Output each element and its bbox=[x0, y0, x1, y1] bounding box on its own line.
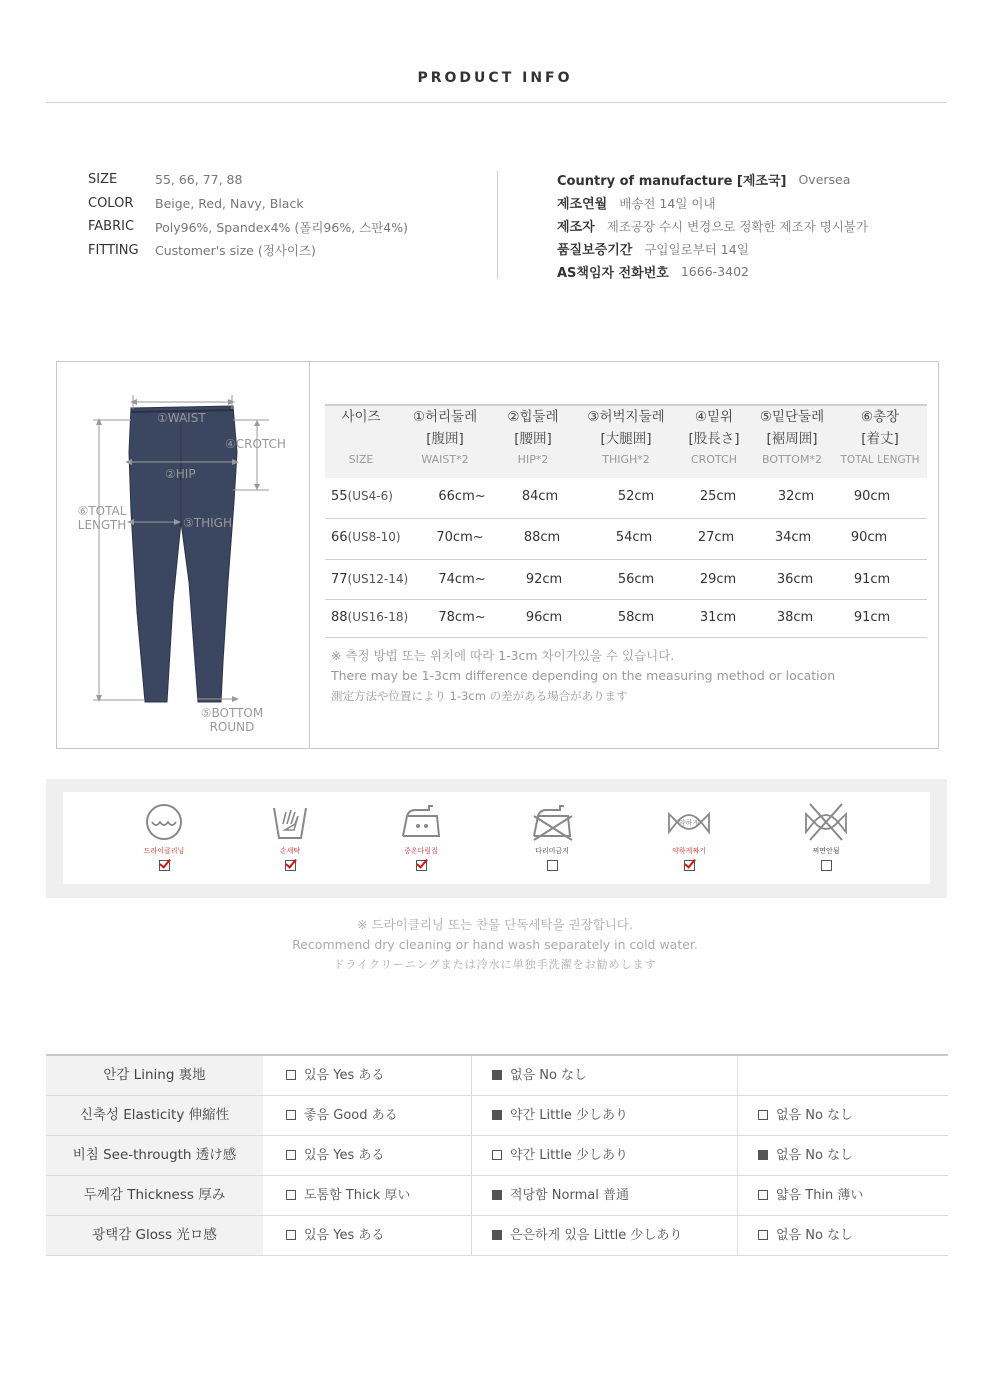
table-cell: 84cm bbox=[521, 489, 559, 504]
care-checkbox[interactable] bbox=[285, 860, 296, 871]
fabric-option[interactable]: 은은하게 있음 Little 少しあり bbox=[492, 1216, 682, 1255]
size-notes: ※ 측정 방법 또는 위치에 따라 1-3cm 차이가있을 수 있습니다. There may be 1-3cm difference depending on the measuring method or location 測定方法や位置により 1-3cm の差がある場合があります bbox=[331, 648, 836, 703]
care-label: 중온다림질 bbox=[404, 847, 438, 855]
fabric-option[interactable]: 있음 Yes ある bbox=[286, 1056, 384, 1095]
info-label: 제조연월 bbox=[557, 197, 608, 212]
header-hip: ②힙둘레 [腰囲] HIP*2 bbox=[507, 409, 559, 466]
fabric-column-divider bbox=[737, 1056, 738, 1255]
table-cell: 29cm bbox=[699, 572, 737, 587]
label-thigh: ③THIGH bbox=[183, 516, 232, 530]
info-row-fabric bbox=[88, 215, 488, 239]
care-checkbox[interactable] bbox=[821, 860, 832, 871]
no-wring-icon bbox=[804, 802, 848, 842]
table-cell: 92cm bbox=[525, 572, 563, 587]
option-checkbox[interactable] bbox=[286, 1150, 296, 1160]
info-row-warranty bbox=[557, 237, 977, 260]
info-value: Customer's size (정사이즈) bbox=[155, 243, 316, 259]
care-label: 손세탁 bbox=[279, 847, 301, 855]
table-cell: 66cm~ bbox=[438, 489, 486, 504]
care-label: 찌면안됨 bbox=[812, 847, 840, 855]
table-cell: 25cm bbox=[699, 489, 737, 504]
care-notes: ※ 드라이클리닝 또는 찬물 단독세탁을 권장합니다. Recommend dry cleaning or hand wash separately in cold water. ドライクリーニングまたは冷水に単独手洗濯をお勧めします bbox=[292, 917, 698, 971]
info-value: 배송전 14일 이내 bbox=[619, 195, 716, 211]
option-checkbox[interactable] bbox=[758, 1190, 768, 1200]
fabric-column-divider bbox=[471, 1056, 472, 1255]
info-label: 품질보증기간 bbox=[557, 243, 633, 258]
table-cell: 70cm~ bbox=[436, 530, 484, 545]
fabric-option[interactable]: 도톰함 Thick 厚い bbox=[286, 1176, 410, 1215]
option-checkbox[interactable] bbox=[758, 1150, 768, 1160]
size-section-divider bbox=[309, 362, 310, 748]
measurement-diagram bbox=[57, 362, 309, 748]
fabric-option[interactable]: 있음 Yes ある bbox=[286, 1216, 384, 1255]
label-crotch: ④CROTCH bbox=[225, 437, 286, 451]
option-checkbox[interactable] bbox=[758, 1110, 768, 1120]
table-cell: 56cm bbox=[617, 572, 655, 587]
info-row-country bbox=[557, 168, 977, 191]
info-row-color bbox=[88, 192, 488, 216]
hand-wash-icon bbox=[268, 802, 312, 842]
care-checkbox[interactable] bbox=[684, 860, 695, 871]
label-waist: ①WAIST bbox=[157, 411, 206, 425]
care-label: 약하게짜기 bbox=[672, 847, 706, 855]
size-cell: 55(US4-6) bbox=[331, 489, 393, 504]
option-checkbox[interactable] bbox=[286, 1110, 296, 1120]
size-cell: 66(US8-10) bbox=[331, 530, 401, 545]
iron-medium-icon bbox=[399, 802, 443, 842]
option-checkbox[interactable] bbox=[492, 1230, 502, 1240]
table-cell: 54cm bbox=[615, 530, 653, 545]
label-hip: ②HIP bbox=[165, 467, 196, 481]
fabric-option[interactable]: 없음 No なし bbox=[758, 1096, 853, 1135]
row-divider bbox=[325, 559, 927, 560]
table-cell: 90cm bbox=[850, 530, 888, 545]
info-value: 제조공장 수시 변경으로 정확한 제조자 명시불가 bbox=[606, 218, 869, 234]
care-checkbox[interactable] bbox=[547, 860, 558, 871]
header-crotch: ④밑위 [股長さ] CROTCH bbox=[688, 409, 740, 466]
table-cell: 88cm bbox=[523, 530, 561, 545]
fabric-row-label: 두께감 Thickness 厚み bbox=[46, 1176, 263, 1215]
info-divider bbox=[497, 171, 498, 279]
info-value: Beige, Red, Navy, Black bbox=[155, 195, 304, 211]
no-iron-icon bbox=[530, 802, 574, 842]
header-waist: ①허리둘레 [腹囲] WAIST*2 bbox=[412, 409, 478, 466]
info-value: 55, 66, 77, 88 bbox=[155, 172, 243, 188]
option-checkbox[interactable] bbox=[286, 1230, 296, 1240]
table-cell: 32cm bbox=[777, 489, 815, 504]
info-row-as-phone bbox=[557, 260, 977, 283]
care-no-wring bbox=[781, 802, 871, 871]
wring-icon-text: 약하게 bbox=[678, 819, 700, 827]
dry-clean-icon bbox=[142, 802, 186, 842]
title-divider bbox=[46, 102, 947, 103]
care-checkbox[interactable] bbox=[416, 860, 427, 871]
table-cell: 52cm bbox=[617, 489, 655, 504]
option-checkbox[interactable] bbox=[492, 1150, 502, 1160]
table-cell: 91cm bbox=[853, 572, 891, 587]
info-label: FITTING bbox=[88, 242, 139, 258]
fabric-row-gloss bbox=[46, 1216, 948, 1256]
info-value: 1666-3402 bbox=[680, 264, 749, 279]
table-cell: 27cm bbox=[697, 530, 735, 545]
pants-shape bbox=[129, 406, 237, 702]
fabric-row-label: 신축성 Elasticity 伸縮性 bbox=[46, 1096, 263, 1135]
info-label: SIZE bbox=[88, 172, 118, 188]
option-checkbox[interactable] bbox=[758, 1230, 768, 1240]
care-checkbox[interactable] bbox=[159, 860, 170, 871]
care-label: 드라이클리닝 bbox=[143, 847, 185, 855]
row-divider bbox=[325, 599, 927, 600]
fabric-option[interactable]: 없음 No なし bbox=[758, 1136, 853, 1175]
row-divider bbox=[325, 518, 927, 519]
fabric-option[interactable]: 좋음 Good ある bbox=[286, 1096, 398, 1135]
info-value: 구입일로부터 14일 bbox=[644, 241, 749, 257]
info-label: AS책임자 전화번호 bbox=[557, 266, 669, 281]
info-row-size bbox=[88, 168, 488, 192]
table-cell: 96cm bbox=[525, 610, 563, 625]
label-bottom-round: ⑤BOTTOM ROUND bbox=[200, 706, 264, 734]
info-row-fitting bbox=[88, 239, 488, 263]
option-checkbox[interactable] bbox=[286, 1070, 296, 1080]
option-checkbox[interactable] bbox=[492, 1190, 502, 1200]
size-cell: 77(US12-14) bbox=[331, 572, 409, 587]
fabric-row-thickness bbox=[46, 1176, 948, 1216]
care-label: 다리미금지 bbox=[535, 847, 569, 855]
label-total-length: ⑥TOTAL LENGTH bbox=[77, 504, 127, 532]
option-checkbox[interactable] bbox=[286, 1190, 296, 1200]
info-row-date bbox=[557, 191, 977, 214]
size-cell: 88(US16-18) bbox=[331, 610, 409, 625]
fabric-option[interactable]: 있음 Yes ある bbox=[286, 1136, 384, 1175]
option-checkbox[interactable] bbox=[492, 1110, 502, 1120]
table-cell: 36cm bbox=[776, 572, 814, 587]
header-thigh: ③허벅지둘레 [大腿囲] THIGH*2 bbox=[587, 409, 665, 466]
gentle-wring-icon bbox=[667, 802, 711, 842]
fabric-row-lining bbox=[46, 1056, 948, 1096]
table-cell: 31cm bbox=[699, 610, 737, 625]
care-no-iron bbox=[507, 802, 597, 871]
fabric-option[interactable]: 없음 No なし bbox=[758, 1216, 853, 1255]
info-row-maker bbox=[557, 214, 977, 237]
info-label: 제조자 bbox=[557, 220, 595, 235]
header-total-length: ⑥총장 [着丈] TOTAL LENGTH bbox=[840, 409, 920, 466]
care-medium-iron bbox=[376, 802, 466, 871]
info-label: COLOR bbox=[88, 195, 134, 211]
fabric-option[interactable]: 약간 Little 少しあり bbox=[492, 1096, 628, 1135]
fabric-row-elasticity bbox=[46, 1096, 948, 1136]
basic-info-right bbox=[557, 168, 977, 283]
fabric-row-see-through bbox=[46, 1136, 948, 1176]
header-bottom: ⑤밑단둘레 [裾周囲] BOTTOM*2 bbox=[759, 409, 825, 466]
fabric-option[interactable]: 없음 No なし bbox=[492, 1056, 587, 1095]
table-cell: 91cm bbox=[853, 610, 891, 625]
header-size: 사이즈 SIZE bbox=[341, 409, 381, 466]
table-cell: 58cm bbox=[617, 610, 655, 625]
basic-info-left bbox=[88, 168, 488, 262]
fabric-row-label: 광택감 Gloss 光ロ感 bbox=[46, 1216, 263, 1255]
fabric-row-label: 비침 See-througth 透け感 bbox=[46, 1136, 263, 1175]
fabric-row-label: 안감 Lining 裏地 bbox=[46, 1056, 263, 1095]
table-cell: 78cm~ bbox=[438, 610, 486, 625]
fabric-option[interactable]: 약간 Little 少しあり bbox=[492, 1136, 628, 1175]
care-hand-wash bbox=[245, 802, 335, 871]
info-label: Country of manufacture [제조국] bbox=[557, 174, 787, 189]
info-label: FABRIC bbox=[88, 219, 135, 235]
table-cell: 38cm bbox=[776, 610, 814, 625]
option-checkbox[interactable] bbox=[492, 1070, 502, 1080]
table-cell: 74cm~ bbox=[438, 572, 486, 587]
table-cell: 90cm bbox=[853, 489, 891, 504]
page-title: PRODUCT INFO bbox=[417, 70, 573, 86]
fabric-option[interactable]: 적당함 Normal 普通 bbox=[492, 1176, 629, 1215]
care-gentle-wring bbox=[644, 802, 734, 871]
info-value: Oversea bbox=[798, 172, 851, 187]
care-dry-cleaning bbox=[119, 802, 209, 871]
info-value: Poly96%, Spandex4% (폴리96%, 스판4%) bbox=[155, 219, 409, 235]
row-divider bbox=[325, 637, 927, 638]
fabric-option[interactable]: 얇음 Thin 薄い bbox=[758, 1176, 863, 1215]
table-cell: 34cm bbox=[774, 530, 812, 545]
